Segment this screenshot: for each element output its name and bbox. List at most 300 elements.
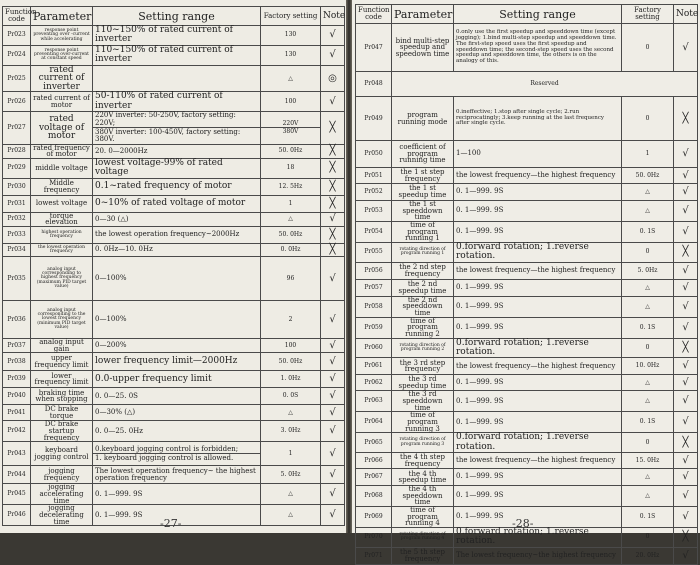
factory-setting: [622, 97, 674, 141]
factory-setting: [622, 391, 674, 412]
note-mark: ╳: [674, 97, 698, 141]
table-row: [3, 92, 345, 112]
setting-range: [93, 212, 261, 226]
table-row: [3, 371, 345, 388]
note-mark: ╳: [321, 158, 345, 178]
factory-setting: [622, 507, 674, 528]
setting-range-text: 0. 1—999. 9S: [456, 206, 504, 215]
setting-range: [454, 486, 622, 507]
function-code: Pr036: [3, 301, 31, 339]
setting-range: [454, 242, 622, 262]
factory-setting: [261, 158, 321, 178]
setting-range: [93, 227, 261, 244]
setting-range-text: 0. 0—25. 0S: [95, 391, 138, 400]
table-row: [356, 242, 698, 262]
factory-setting-value: 18: [286, 164, 295, 172]
note-mark: √: [674, 453, 698, 469]
table-row: [356, 375, 698, 391]
note-mark: √: [321, 466, 345, 484]
setting-range-text: 0—100%: [95, 273, 127, 282]
factory-setting: [622, 486, 674, 507]
function-code: Pr057: [356, 279, 392, 296]
note-mark: √: [674, 201, 698, 222]
setting-range: [93, 178, 261, 195]
factory-setting: [261, 339, 321, 353]
note-mark: ╳: [321, 112, 345, 144]
factory-setting-value: △: [645, 397, 650, 405]
factory-setting: [261, 484, 321, 505]
setting-range-text: 0. 1—999. 9S: [456, 396, 504, 405]
parameter-name: the 2 nd speeddown time: [392, 296, 454, 317]
header-note: Note: [321, 7, 345, 26]
note-mark: ╳: [674, 528, 698, 548]
table-row: [3, 65, 345, 92]
function-code: Pr048: [356, 72, 392, 97]
setting-range: [93, 65, 261, 92]
factory-setting: [261, 371, 321, 388]
setting-range: [454, 97, 622, 141]
setting-range: [454, 262, 622, 279]
function-code: Pr028: [3, 144, 31, 158]
setting-range: [93, 388, 261, 405]
setting-range: [454, 391, 622, 412]
table-row: [3, 244, 345, 257]
factory-setting-value: 0: [645, 533, 650, 541]
factory-setting-value: 1: [288, 199, 293, 207]
setting-range: [454, 507, 622, 528]
factory-setting: [261, 112, 321, 144]
factory-setting-value: △: [288, 215, 293, 223]
setting-range: [454, 141, 622, 168]
factory-setting-value: △: [645, 302, 650, 310]
parameter-name: braking time when stopping: [31, 388, 93, 405]
factory-setting: [622, 262, 674, 279]
note-mark: √: [321, 45, 345, 65]
setting-range-text-2: 1. keyboard jogging control is allowed.: [93, 453, 260, 462]
parameter-name: rated frequency of motor: [31, 144, 93, 158]
setting-range: [454, 279, 622, 296]
factory-setting: [622, 412, 674, 433]
function-code: Pr054: [356, 221, 392, 242]
function-code: Pr051: [356, 168, 392, 184]
function-code: Pr035: [3, 257, 31, 301]
factory-setting-value: △: [645, 473, 650, 481]
table-header: [3, 7, 345, 26]
parameter-name: rotating direction of program running 3: [392, 433, 454, 453]
note-mark: ╳: [674, 338, 698, 358]
function-code: Pr068: [356, 486, 392, 507]
setting-range-text: 0.forward rotation; 1.reverse rotation.: [456, 337, 589, 357]
header-parameter: Parameter: [31, 7, 93, 26]
parameter-name: Middle frequency: [31, 178, 93, 195]
table-row: [3, 178, 345, 195]
setting-range: [454, 317, 622, 338]
setting-range: [93, 144, 261, 158]
setting-range-text: 0~10% of rated voltage of motor: [95, 198, 246, 209]
function-code: Pr059: [356, 317, 392, 338]
note-mark: ╳: [321, 227, 345, 244]
setting-range: [454, 201, 622, 222]
factory-setting-value: 0. 1S: [639, 418, 656, 426]
page-number: -27-: [160, 517, 182, 530]
note-mark: √: [674, 24, 698, 72]
setting-range-text: the lowest frequency—the highest frequency: [456, 455, 616, 464]
note-mark: √: [321, 505, 345, 526]
setting-range-text: 0.only use the first speedup and speeddown time (except jogging); 1.bind multi-step speedup and speeddown time. The first-step speed uses the first speedup and speeddown time; the second-step speed uses the second speedup and speeddown time, the others is on the analogy of this.: [456, 29, 617, 65]
setting-range-text: 0.forward rotation; 1.reverse rotation.: [456, 527, 589, 547]
parameter-name: the 1 st step frequency: [392, 168, 454, 184]
table-row: [356, 221, 698, 242]
factory-setting: [261, 244, 321, 257]
table-row: [356, 547, 698, 564]
setting-range-text-2: 380V inverter: 100-450V, factory setting: 380V.: [93, 127, 260, 144]
table-header: [356, 5, 698, 24]
function-code: Pr043: [3, 442, 31, 466]
table-row: [356, 358, 698, 375]
table-row: [356, 24, 698, 72]
setting-range: [454, 296, 622, 317]
table-row: [3, 421, 345, 442]
table-row: [356, 317, 698, 338]
function-code: Pr040: [3, 388, 31, 405]
setting-range: [454, 358, 622, 375]
factory-setting: [622, 168, 674, 184]
factory-setting: [261, 227, 321, 244]
parameter-name: lower frequency limit: [31, 371, 93, 388]
setting-range: [454, 375, 622, 391]
function-code: Pr023: [3, 26, 31, 46]
setting-range-text: 220V inverter: 50-250V, factory setting: 220V;: [95, 111, 236, 127]
setting-range-text: The lowest operation frequency~ the highest operation frequency: [95, 466, 256, 482]
factory-setting-value: △: [645, 378, 650, 386]
parameter-name: the 2 nd speedup time: [392, 279, 454, 296]
setting-range-text: the lowest frequency—the highest frequency: [456, 170, 616, 179]
setting-range: [93, 244, 261, 257]
factory-setting-value: 1: [288, 449, 293, 457]
function-code: Pr041: [3, 405, 31, 421]
factory-setting-value: 0. 1S: [639, 513, 656, 521]
factory-setting-value: 130: [284, 31, 297, 39]
setting-range: [93, 466, 261, 484]
function-code: Pr061: [356, 358, 392, 375]
note-mark: √: [674, 486, 698, 507]
function-code: Pr069: [356, 507, 392, 528]
setting-range: [93, 112, 261, 144]
factory-setting: [622, 141, 674, 168]
factory-setting: [261, 92, 321, 112]
parameter-name: jogging decelerating time: [31, 505, 93, 526]
function-code: Pr044: [3, 466, 31, 484]
note-mark: √: [674, 262, 698, 279]
setting-range-text: 0. 1—999. 9S: [456, 283, 504, 292]
parameter-name: the 1 st speeddown time: [392, 201, 454, 222]
factory-setting-value: 100: [284, 97, 297, 105]
setting-range: [93, 45, 261, 65]
factory-setting-value: △: [645, 188, 650, 195]
header-setting-range: Setting range: [93, 7, 261, 26]
function-code: Pr058: [356, 296, 392, 317]
header-function-code: Function code: [356, 5, 392, 24]
setting-range-text: 0. 1—999. 9S: [456, 322, 504, 331]
table-row: [356, 433, 698, 453]
table-row: [3, 227, 345, 244]
table-row: [3, 388, 345, 405]
note-mark: √: [321, 353, 345, 371]
factory-setting: [261, 442, 321, 466]
note-mark: √: [321, 92, 345, 112]
function-code: Pr067: [356, 469, 392, 486]
parameter-name: the 5 th step frequency: [392, 547, 454, 564]
parameter-name: highest operation frequency: [31, 227, 93, 244]
factory-setting-value: 0. 1S: [639, 227, 656, 235]
setting-range-text: 0. 1—999. 9S: [456, 378, 504, 387]
parameter-name: rated current of motor: [31, 92, 93, 112]
table-row: [3, 466, 345, 484]
factory-setting-value: 15. 0Hz: [635, 456, 660, 464]
table-row: [3, 484, 345, 505]
setting-range-text: the lowest frequency—the highest frequency: [456, 266, 616, 275]
factory-setting-value: 1. 0Hz: [280, 375, 301, 383]
note-mark: √: [674, 412, 698, 433]
header-setting-range: Setting range: [454, 5, 622, 24]
setting-range-text: 0. 1—999. 9S: [456, 417, 504, 426]
function-code: Pr027: [3, 112, 31, 144]
function-code: Pr032: [3, 212, 31, 226]
reserved-label: Reserved: [392, 72, 698, 97]
note-mark: ╳: [321, 195, 345, 212]
table-row: [3, 45, 345, 65]
factory-setting-value: 0. 1S: [639, 323, 656, 331]
factory-setting-value: 1: [645, 150, 650, 157]
table-row: [3, 212, 345, 226]
setting-range: [93, 353, 261, 371]
table-row: [3, 301, 345, 339]
setting-range-text: 0.forward rotation; 1.reverse rotation.: [456, 432, 589, 452]
factory-setting-value: 0. 0S: [282, 392, 299, 400]
factory-setting: [261, 257, 321, 301]
factory-setting-value: 50. 0Hz: [278, 147, 303, 155]
table-row: [356, 262, 698, 279]
setting-range: [93, 405, 261, 421]
table-row: [356, 528, 698, 548]
function-code: Pr071: [356, 547, 392, 564]
factory-setting-value: 2: [288, 315, 293, 323]
setting-range: [454, 168, 622, 184]
table-row: [3, 339, 345, 353]
table-row: [3, 112, 345, 144]
parameter-name: rotating direction of program running 4: [392, 528, 454, 548]
note-mark: √: [674, 507, 698, 528]
note-mark: √: [674, 279, 698, 296]
function-code: Pr060: [356, 338, 392, 358]
header-parameter: Parameter: [392, 5, 454, 24]
function-code: Pr052: [356, 184, 392, 201]
note-mark: ╳: [674, 242, 698, 262]
function-code: Pr037: [3, 339, 31, 353]
factory-setting: [622, 221, 674, 242]
note-mark: √: [321, 371, 345, 388]
note-mark: √: [321, 212, 345, 226]
parameter-name: DC brake startup frequency: [31, 421, 93, 442]
function-code: Pr055: [356, 242, 392, 262]
factory-setting-value: △: [288, 408, 293, 416]
parameter-name: keyboard jogging control: [31, 442, 93, 466]
setting-range: [454, 469, 622, 486]
factory-setting-value: △: [645, 283, 650, 291]
setting-range: [454, 528, 622, 548]
factory-setting: [622, 201, 674, 222]
note-mark: √: [321, 388, 345, 405]
function-code: Pr064: [356, 412, 392, 433]
parameter-name: the lowest operation frequency: [31, 244, 93, 257]
note-mark: √: [321, 301, 345, 339]
header-function-code: Function code: [3, 7, 31, 26]
function-code: Pr024: [3, 45, 31, 65]
parameter-name: the 2 nd step frequency: [392, 262, 454, 279]
setting-range-text: 0. 1—999. 9S: [456, 227, 504, 236]
function-code: Pr063: [356, 391, 392, 412]
parameter-name: time of program running 3: [392, 412, 454, 433]
parameter-name: bind multi-step speedup and speedown time: [392, 24, 454, 72]
factory-setting-value: 130: [284, 51, 297, 59]
setting-range-text: 0.1~rated frequency of motor: [95, 181, 232, 192]
function-code: Pr062: [356, 375, 392, 391]
parameter-name: the 4 th step frequency: [392, 453, 454, 469]
factory-setting: [622, 547, 674, 564]
factory-setting: [622, 375, 674, 391]
note-mark: √: [321, 484, 345, 505]
factory-setting-value: 220V: [282, 119, 299, 127]
setting-range-text: 50-110% of rated current of inverter: [95, 91, 223, 111]
note-mark: √: [674, 296, 698, 317]
factory-setting-value: △: [645, 206, 650, 214]
parameter-name: time of program running 1: [392, 221, 454, 242]
note-mark: √: [674, 547, 698, 564]
note-mark: √: [674, 184, 698, 201]
factory-setting-value: 50. 0Hz: [278, 231, 303, 239]
factory-setting: [622, 296, 674, 317]
note-mark: √: [321, 257, 345, 301]
function-code: Pr025: [3, 65, 31, 92]
parameter-name: time of program running 2: [392, 317, 454, 338]
factory-setting-value: 0: [645, 248, 650, 256]
function-code: Pr070: [356, 528, 392, 548]
right-page: [352, 0, 700, 563]
factory-setting: [261, 212, 321, 226]
function-code: Pr031: [3, 195, 31, 212]
table-row: [356, 141, 698, 168]
factory-setting-value: 50. 0Hz: [278, 357, 303, 365]
note-mark: ╳: [674, 433, 698, 453]
function-code: Pr049: [356, 97, 392, 141]
setting-range: [93, 484, 261, 505]
table-row: [356, 453, 698, 469]
setting-range-text: the lowest frequency—the highest frequency: [456, 361, 616, 370]
table-row: [3, 195, 345, 212]
function-code: Pr039: [3, 371, 31, 388]
function-code: Pr034: [3, 244, 31, 257]
header-note: Note: [674, 5, 698, 24]
factory-setting: [261, 353, 321, 371]
function-code: Pr056: [356, 262, 392, 279]
note-mark: √: [674, 221, 698, 242]
factory-setting: [622, 453, 674, 469]
setting-range: [93, 442, 261, 466]
factory-setting: [261, 421, 321, 442]
parameter-name: response point preventing over -current while accelerating: [31, 26, 93, 46]
parameter-name: the 4 th speedup time: [392, 469, 454, 486]
setting-range: [454, 453, 622, 469]
factory-setting: [622, 338, 674, 358]
parameter-name: lowest voltage: [31, 195, 93, 212]
setting-range-text: lowest voltage-99% of rated voltage: [95, 157, 223, 178]
setting-range: [454, 221, 622, 242]
setting-range: [93, 257, 261, 301]
table-row: [356, 296, 698, 317]
table-row: [356, 412, 698, 433]
factory-setting: [622, 184, 674, 201]
function-code: Pr030: [3, 178, 31, 195]
parameter-table-right: [355, 4, 698, 565]
setting-range: [93, 301, 261, 339]
setting-range-text: 0—100%: [95, 314, 127, 323]
parameter-name: time of program running 4: [392, 507, 454, 528]
note-mark: √: [674, 317, 698, 338]
parameter-name: the 1 st speedup time: [392, 184, 454, 201]
parameter-name: analog input corresponding to the lowest frequency (minimum PID target value): [31, 301, 93, 339]
function-code: Pr045: [3, 484, 31, 505]
factory-setting: [261, 144, 321, 158]
setting-range: [454, 433, 622, 453]
function-code: Pr046: [3, 505, 31, 526]
function-code: Pr029: [3, 158, 31, 178]
table-row: [3, 26, 345, 46]
parameter-name: rated current of inverter: [31, 65, 93, 92]
note-mark: √: [321, 405, 345, 421]
setting-range: [454, 338, 622, 358]
table-row: [356, 279, 698, 296]
table-row: [3, 442, 345, 466]
parameter-name: program running mode: [392, 97, 454, 141]
parameter-name: the 3 rd speeddown time: [392, 391, 454, 412]
setting-range: [93, 26, 261, 46]
note-mark: √: [321, 26, 345, 46]
table-row: [3, 257, 345, 301]
function-code: Pr065: [356, 433, 392, 453]
factory-setting: [261, 405, 321, 421]
setting-range-text: 0.keyboard jogging control is forbidden;: [95, 444, 239, 453]
factory-setting-value: 12. 5Hz: [278, 182, 303, 190]
factory-setting: [261, 65, 321, 92]
table-row: [356, 168, 698, 184]
parameter-table-left: [2, 6, 345, 526]
factory-setting-value: 5. 0Hz: [280, 470, 301, 478]
function-code: Pr033: [3, 227, 31, 244]
factory-setting: [622, 358, 674, 375]
factory-setting-value: 50. 0Hz: [635, 171, 660, 179]
note-mark: √: [674, 375, 698, 391]
factory-setting-value: △: [288, 490, 293, 498]
table-row: [356, 486, 698, 507]
factory-setting: [622, 279, 674, 296]
factory-setting-value: 20. 0Hz: [635, 551, 660, 559]
setting-range-text: 0. 1—999. 9S: [95, 510, 143, 519]
setting-range-text: 0. 0—25. 0Hz: [95, 426, 143, 435]
factory-setting-value: 0: [645, 438, 650, 446]
note-mark: √: [674, 141, 698, 168]
parameter-name: the 3 rd speedup time: [392, 375, 454, 391]
setting-range: [454, 412, 622, 433]
